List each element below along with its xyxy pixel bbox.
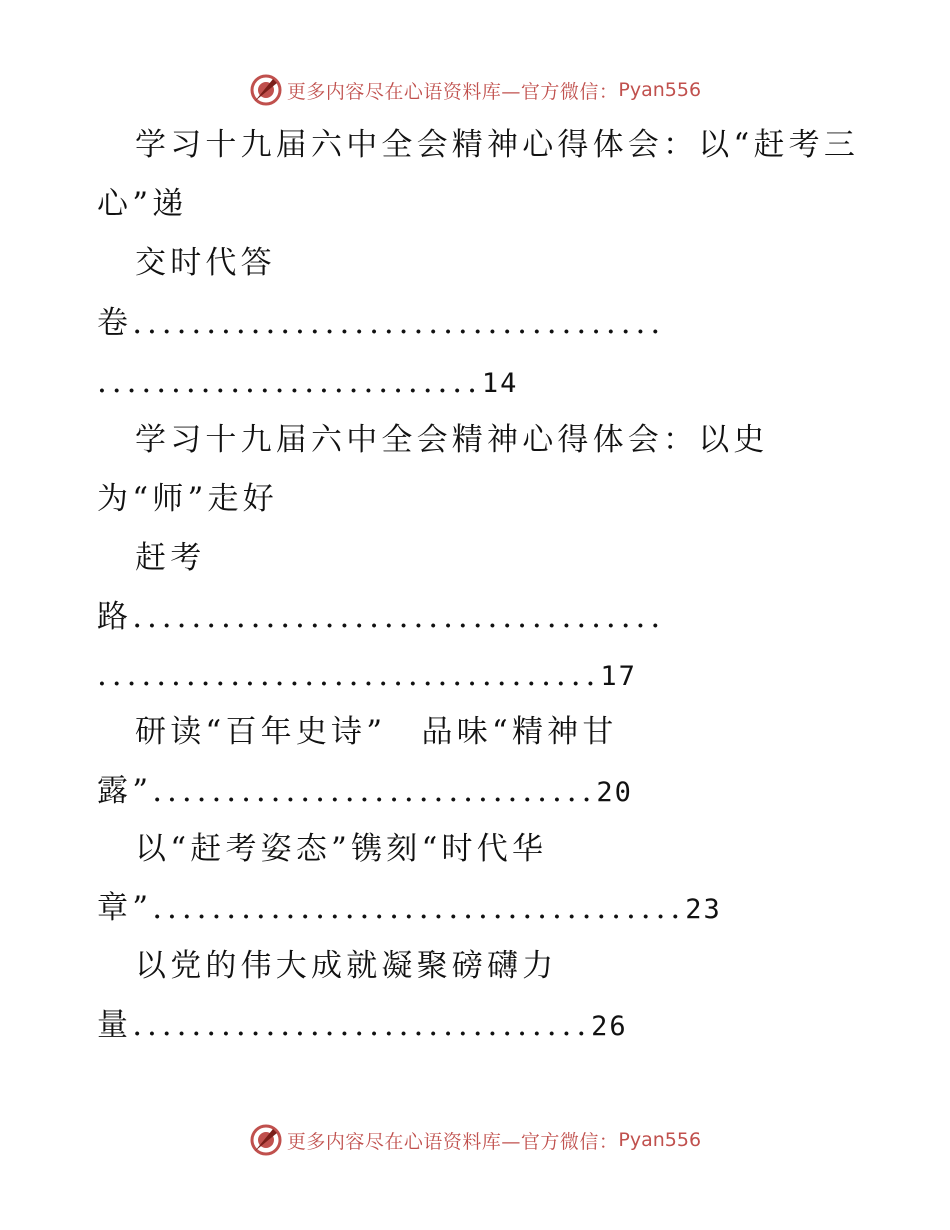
toc-entry-1-line-5 — [97, 362, 518, 404]
toc-entry-2-line-2: 为“师”走好 — [97, 481, 278, 517]
toc-entry-5-page: 26 — [591, 1011, 628, 1042]
footer-banner — [0, 1120, 950, 1160]
toc-entry-4-line-1: 以“赶考姿态”镌刻“时代华 — [135, 831, 548, 867]
footer-wechat-id: Pyan556 — [618, 1129, 702, 1151]
toc-entry-1-line-3: 交时代答 — [135, 245, 276, 281]
toc-entry-4-page: 23 — [685, 894, 722, 925]
toc-entry-1-leader-1: .................................... — [132, 305, 666, 341]
toc-entry-4-line-2 — [97, 888, 722, 930]
toc-entry-1-leader-2: .......................... — [97, 364, 482, 400]
toc-entry-3-leader: .............................. — [152, 773, 597, 809]
footer-brand-text: 更多内容尽在心语资料库—官方微信： — [286, 1130, 619, 1153]
toc-entry-3-line-1: 研读“百年史诗” 品味“精神甘 — [135, 714, 618, 750]
toc-entry-3-page: 20 — [596, 777, 633, 808]
toc-entry-4-leader: .................................... — [152, 890, 686, 926]
toc-entry-3-line-2 — [97, 771, 633, 813]
toc-entry-1-line-4 — [97, 303, 665, 343]
toc-entry-2-line-1: 学习十九届六中全会精神心得体会：以史 — [135, 422, 769, 458]
toc-entry-1-page: 14 — [481, 368, 519, 399]
toc-entry-2-page: 17 — [600, 661, 637, 692]
toc-entry-1-line-1: 学习十九届六中全会精神心得体会：以“赶考三 — [135, 127, 860, 163]
toc-entry-2-leader-2: .................................. — [97, 657, 601, 693]
toc-entry-2-title-end: 路 — [97, 599, 133, 635]
toc-entry-2-line-5 — [97, 655, 637, 697]
quill-logo-icon — [249, 1123, 283, 1157]
header-banner — [0, 70, 950, 110]
toc-entry-5-leader: ............................... — [132, 1007, 592, 1043]
toc-entry-5-line-1: 以党的伟大成就凝聚磅礴力 — [135, 948, 558, 984]
toc-entry-5-title-end: 量 — [97, 1007, 133, 1043]
toc-entry-3-title-end: 露” — [97, 773, 153, 809]
header-wechat-id: Pyan556 — [618, 79, 702, 101]
toc-entry-5-line-2 — [97, 1005, 628, 1047]
quill-logo-icon — [249, 73, 283, 107]
toc-entry-2-line-3: 赶考 — [135, 540, 206, 576]
toc-entry-1-line-2: 心”递 — [97, 186, 188, 222]
toc-entry-4-title-end: 章” — [97, 890, 153, 926]
toc-entry-1-title-end: 卷 — [97, 305, 133, 341]
header-brand-text: 更多内容尽在心语资料库—官方微信： — [286, 80, 619, 103]
toc-entry-2-line-4 — [97, 597, 665, 637]
toc-entry-2-leader-1: .................................... — [132, 599, 666, 635]
